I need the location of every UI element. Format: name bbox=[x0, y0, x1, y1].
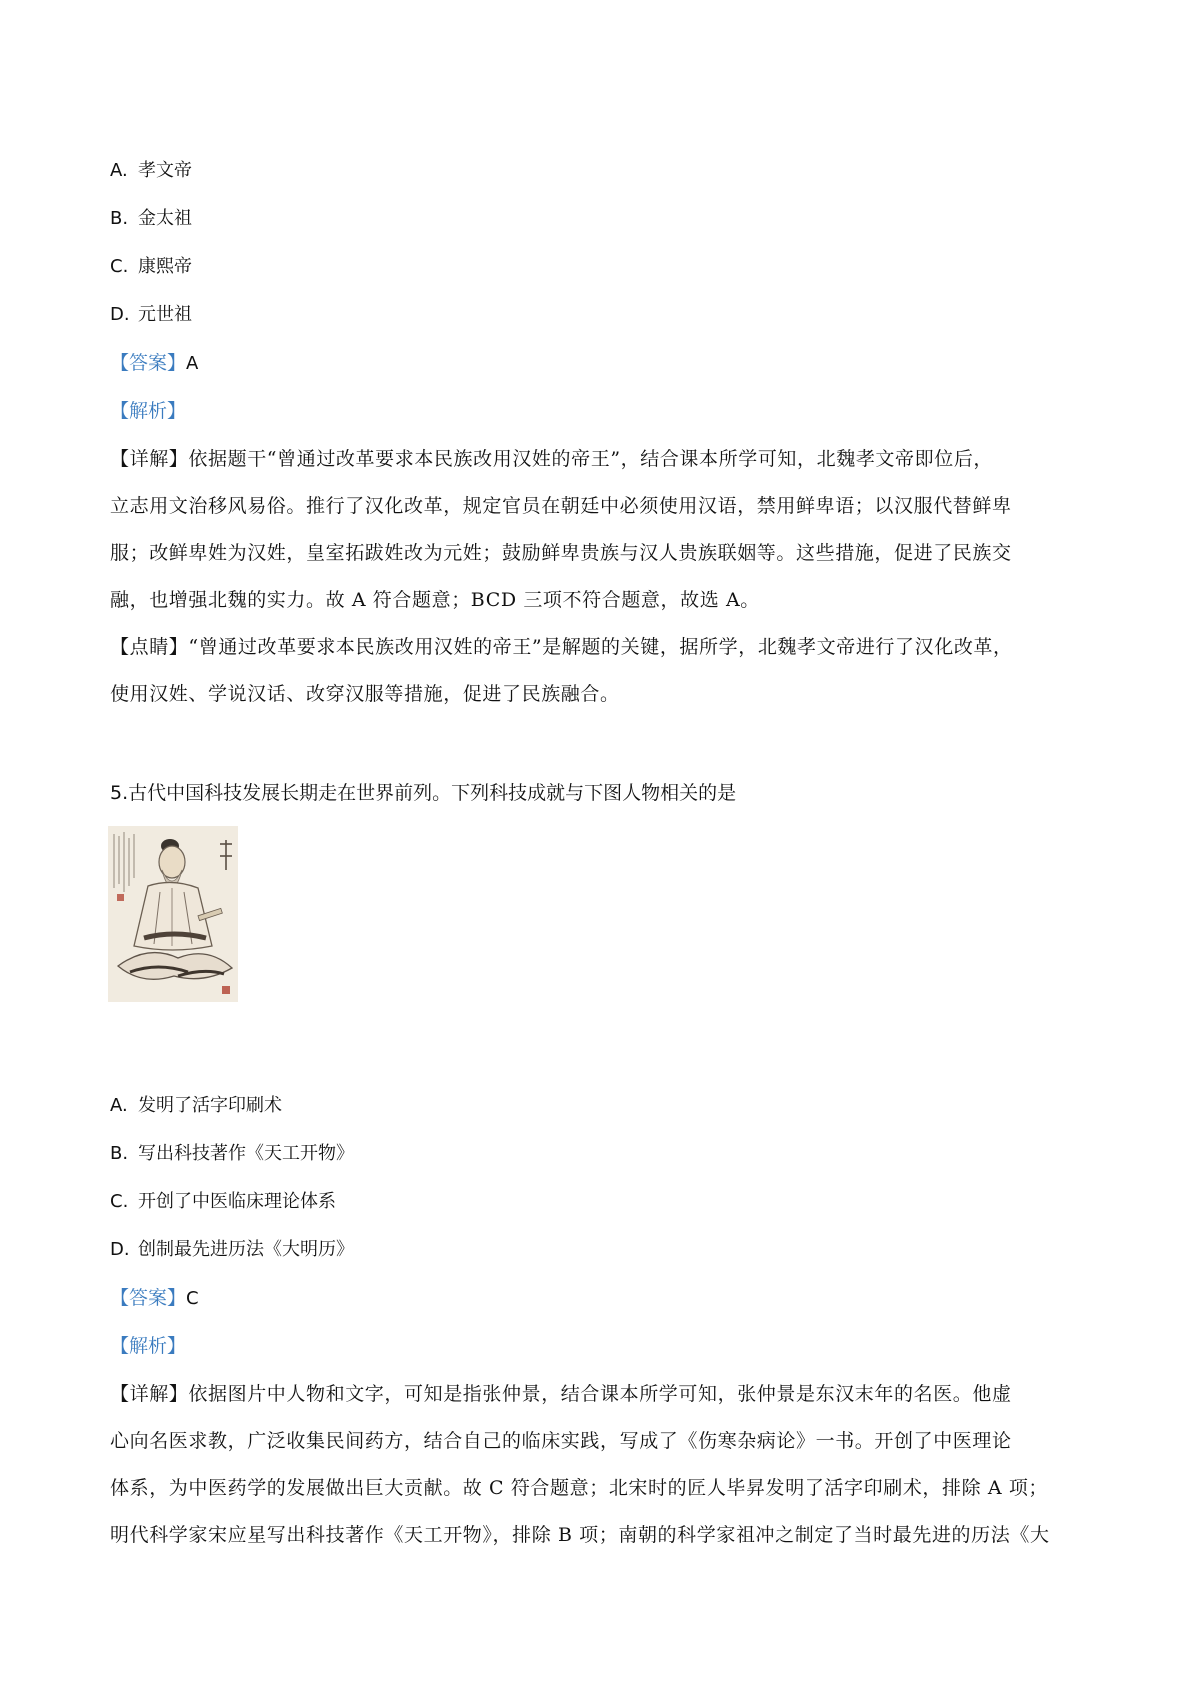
q5-option-d bbox=[110, 1235, 354, 1261]
q5-analysis-tag: 【解析】 bbox=[110, 1335, 187, 1357]
q5-detail-line: 心向名医求教，广泛收集民间药方，结合自己的临床实践，写成了《伤寒杂病论》一书。开创了中医理论 bbox=[110, 1430, 1012, 1452]
q5-option-c bbox=[110, 1187, 336, 1213]
q4-detail-line: 立志用文治移风易俗。推行了汉化改革，规定官员在朝廷中必须使用汉语，禁用鲜卑语；以汉服代替鲜卑 bbox=[110, 495, 1012, 517]
answer-value: A bbox=[186, 353, 199, 374]
q4-comment-line: 【点睛】“曾通过改革要求本民族改用汉姓的帝王”是解题的关键，据所学，北魏孝文帝进行了汉化改革， bbox=[110, 636, 1013, 658]
q4-option-c bbox=[110, 252, 192, 278]
q4-option-d bbox=[110, 300, 192, 326]
q5-detail-line: 【详解】依据图片中人物和文字，可知是指张仲景，结合课本所学可知，张仲景是东汉末年的名医。他虚 bbox=[110, 1383, 1012, 1405]
q5-answer bbox=[110, 1283, 199, 1310]
option-text: 创制最先进历法《大明历》 bbox=[138, 1239, 354, 1260]
option-letter: D. bbox=[110, 1239, 130, 1260]
answer-tag: 【答案】 bbox=[110, 1287, 187, 1309]
option-letter: C. bbox=[110, 256, 129, 277]
option-text: 金太祖 bbox=[138, 208, 192, 229]
q5-detail-line: 明代科学家宋应星写出科技著作《天工开物》，排除 B 项；南朝的科学家祖冲之制定了当时最先进的历法《大 bbox=[110, 1524, 1050, 1546]
option-text: 开创了中医临床理论体系 bbox=[138, 1191, 336, 1212]
scholar-portrait-image bbox=[108, 826, 238, 1002]
option-text: 孝文帝 bbox=[138, 160, 192, 181]
answer-tag: 【答案】 bbox=[110, 352, 187, 374]
option-letter: D. bbox=[110, 304, 130, 325]
option-text: 康熙帝 bbox=[138, 256, 192, 277]
q5-option-a bbox=[110, 1091, 282, 1117]
q4-comment-line: 使用汉姓、学说汉话、改穿汉服等措施，促进了民族融合。 bbox=[110, 683, 620, 705]
q5-question: 5.古代中国科技发展长期走在世界前列。下列科技成就与下图人物相关的是 bbox=[110, 782, 737, 804]
q5-option-b bbox=[110, 1139, 354, 1165]
q4-analysis-tag: 【解析】 bbox=[110, 400, 187, 422]
option-letter: A. bbox=[110, 1095, 128, 1116]
option-text: 元世祖 bbox=[138, 304, 192, 325]
q4-detail-line: 【详解】依据题干“曾通过改革要求本民族改用汉姓的帝王”，结合课本所学可知，北魏孝文帝即位后， bbox=[110, 448, 994, 470]
option-letter: B. bbox=[110, 208, 129, 229]
q4-detail-line: 融，也增强北魏的实力。故 A 符合题意；BCD 三项不符合题意，故选 A。 bbox=[110, 589, 760, 611]
option-text: 写出科技著作《天工开物》 bbox=[138, 1143, 354, 1164]
q4-option-a bbox=[110, 156, 192, 182]
q4-option-b bbox=[110, 204, 192, 230]
portrait-figure bbox=[108, 826, 238, 1002]
option-text: 发明了活字印刷术 bbox=[138, 1095, 282, 1116]
answer-value: C bbox=[186, 1288, 199, 1309]
q4-detail-line: 服；改鲜卑姓为汉姓，皇室拓跋姓改为元姓；鼓励鲜卑贵族与汉人贵族联姻等。这些措施，促进了民族交 bbox=[110, 542, 1012, 564]
option-letter: C. bbox=[110, 1191, 129, 1212]
q5-detail-line: 体系，为中医药学的发展做出巨大贡献。故 C 符合题意；北宋时的匠人毕昇发明了活字印刷术，排除 A 项； bbox=[110, 1477, 1049, 1499]
q4-answer bbox=[110, 348, 198, 375]
option-letter: B. bbox=[110, 1143, 129, 1164]
option-letter: A. bbox=[110, 160, 128, 181]
